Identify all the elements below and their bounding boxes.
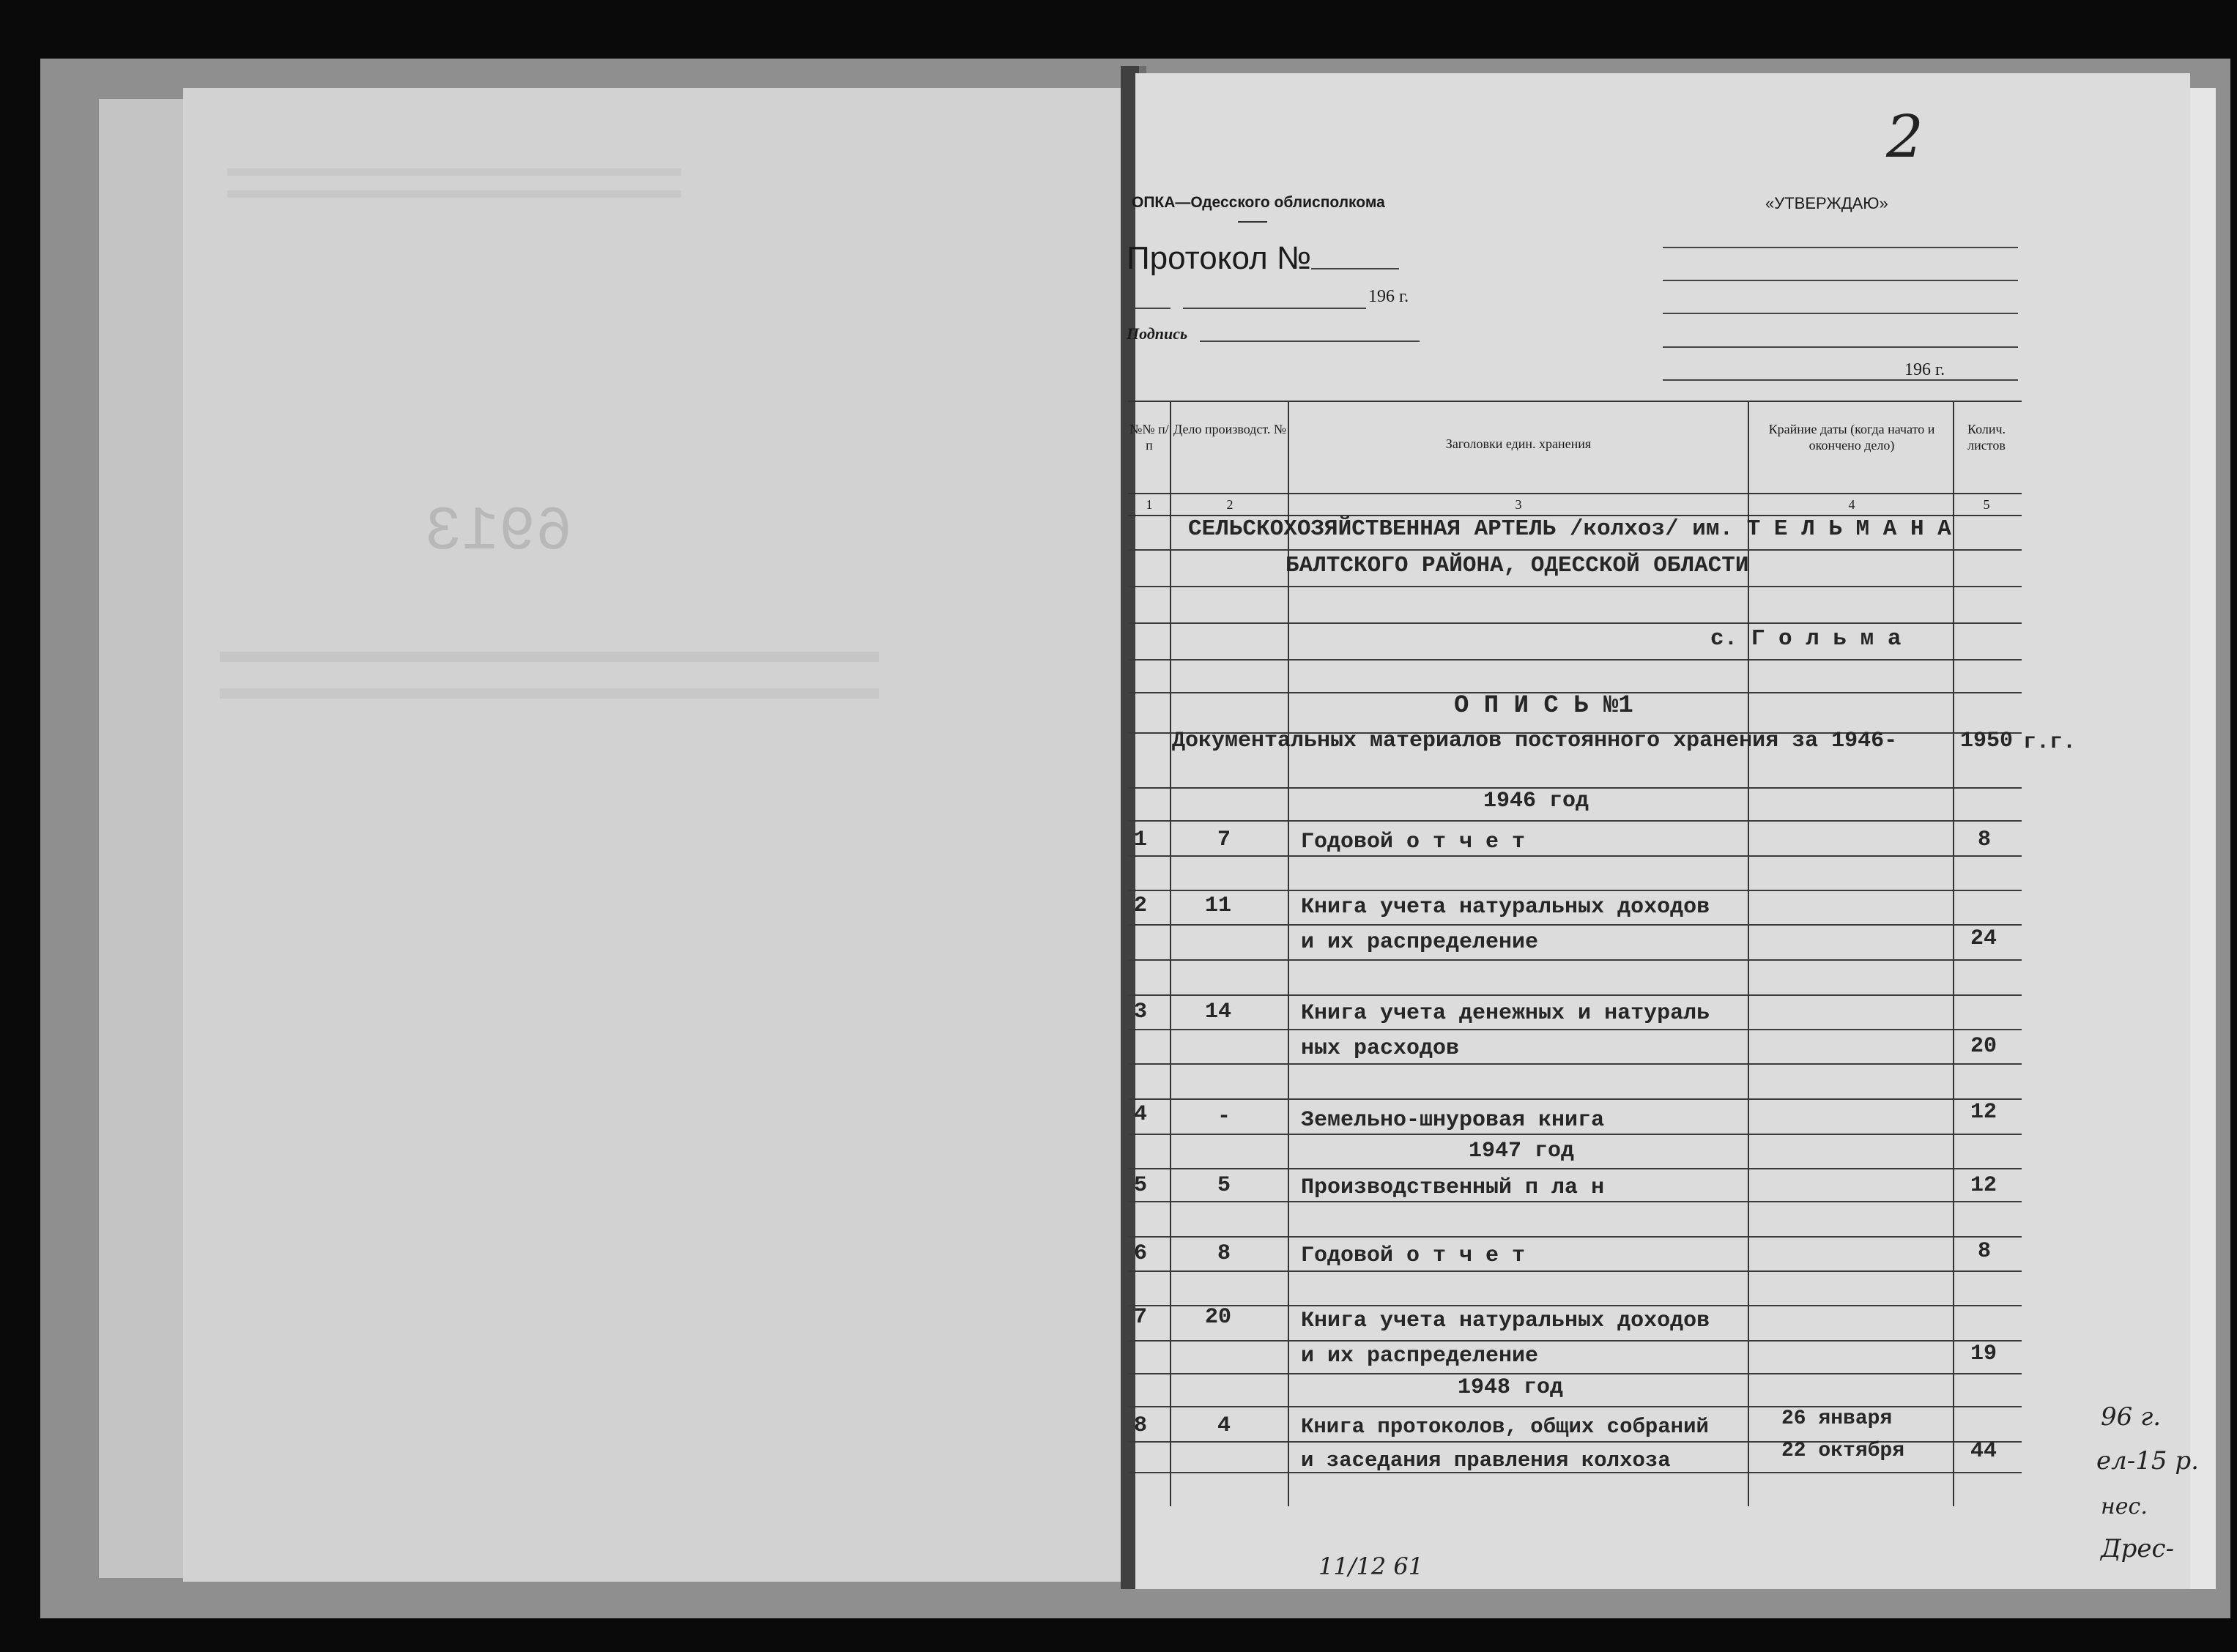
col-number-4: 4 (1848, 497, 1855, 512)
table-rule-line (1128, 1340, 2022, 1342)
row-number: 7 (1134, 1305, 1148, 1330)
year-heading-1948: 1948 год (1458, 1375, 1564, 1400)
table-rule-line (1128, 1270, 2022, 1272)
signature-label: Подпись (1127, 324, 1188, 343)
org-header: ОПКА—Одесского облисполкома (1132, 194, 1385, 211)
org-underline (1238, 221, 1267, 223)
table-rule-line (1128, 890, 2022, 891)
protocol-date-year: 196 г. (1368, 287, 1409, 306)
row-delo: 20 (1205, 1305, 1232, 1330)
right-page (1135, 73, 2190, 1589)
row-title-line: Производственный п ла н (1301, 1175, 1605, 1200)
row-delo: 14 (1205, 1000, 1232, 1024)
row-title-line: и их распределение (1301, 930, 1539, 955)
row-sheets: 8 (1978, 827, 1992, 852)
table-rule-line (1128, 1236, 2022, 1238)
row-title-line: Книга учета денежных и натураль (1301, 1001, 1710, 1026)
row-number: 3 (1134, 1000, 1148, 1024)
signature-line (1200, 341, 1420, 342)
date-month-line (1183, 308, 1366, 309)
table-rule-line (1128, 1305, 2022, 1306)
bleed-through-line (220, 688, 879, 699)
protocol-number-line (1311, 268, 1399, 269)
approve-header: «УТВЕРЖДАЮ» (1765, 194, 1888, 212)
col-number-3: 3 (1515, 497, 1522, 512)
row-sheets: 24 (1970, 926, 1997, 951)
bleed-through-line (220, 652, 879, 662)
table-rule-line (1128, 855, 2022, 857)
table-rule-line (1128, 1098, 2022, 1100)
row-delo: 11 (1205, 893, 1232, 918)
table-rule-line (1128, 586, 2022, 587)
opis-title: О П И С Ь №1 (1454, 692, 1633, 720)
year-end: 1950 (1960, 729, 2014, 754)
row-title-line: ных расходов (1301, 1036, 1460, 1061)
col-header-dates: Крайние даты (когда начато и окончено дело) (1768, 422, 1935, 453)
row-delo: - (1217, 1104, 1231, 1129)
approve-date-year: 196 г. (1904, 360, 1945, 379)
table-rule-line (1128, 1063, 2022, 1065)
table-rule-line (1128, 1373, 2022, 1374)
row-title-line: Книга протоколов, общих собраний (1301, 1415, 1709, 1439)
col-number-5: 5 (1983, 497, 1990, 512)
village-name: с. Г о л ь м а (1710, 626, 1902, 652)
col-header-number: №№ п/п (1129, 422, 1169, 453)
row-date-end: 22 октября (1781, 1440, 1905, 1462)
row-title-line: Годовой о т ч е т (1301, 1243, 1526, 1268)
bleed-through-line (227, 168, 681, 176)
row-number: 1 (1134, 827, 1148, 852)
left-page (183, 88, 1135, 1582)
approve-line (1663, 346, 2018, 348)
row-delo: 7 (1217, 827, 1231, 852)
table-rule-line (1128, 1168, 2022, 1169)
row-number: 6 (1134, 1241, 1148, 1266)
faded-mirror-number: 6913 (425, 498, 573, 568)
table-rule-line (1128, 1134, 2022, 1135)
row-sheets: 12 (1970, 1173, 1997, 1198)
row-delo: 8 (1217, 1241, 1231, 1266)
approve-date-day-line (1677, 379, 1714, 381)
row-title-line: и их распределение (1301, 1344, 1539, 1369)
row-sheets: 19 (1970, 1342, 1997, 1366)
col-header-delo: Дело производст. № (1173, 422, 1287, 436)
year-heading-1947: 1947 год (1469, 1139, 1575, 1164)
margin-note: нес. (2101, 1494, 2148, 1519)
doc-subtitle: Документальных материалов постоянного хранения за 1946- (1172, 729, 1898, 754)
year-heading-1946: 1946 год (1483, 789, 1589, 814)
approve-line (1663, 247, 2018, 248)
row-number: 8 (1134, 1413, 1148, 1438)
bottom-note: 11/12 61 (1318, 1552, 1424, 1580)
date-day-line (1134, 308, 1171, 309)
sheet-number: 2 (1886, 103, 1923, 171)
approve-line (1663, 280, 2018, 281)
row-title-line: Книга учета натуральных доходов (1301, 895, 1710, 920)
col-number-1: 1 (1146, 497, 1153, 512)
margin-note: ел-15 р. (2096, 1446, 2199, 1476)
table-rule-line (1128, 549, 2022, 551)
gg-suffix: г.г. (2023, 730, 2077, 755)
table-top-border (1128, 401, 2022, 402)
row-number: 4 (1134, 1102, 1148, 1127)
margin-note: 96 г. (2101, 1402, 2162, 1432)
row-title-line: Годовой о т ч е т (1301, 830, 1526, 855)
approve-date-month-line (1729, 379, 1904, 381)
table-rule-line (1128, 1201, 2022, 1202)
protocol-label: Протокол № (1127, 240, 1312, 276)
table-rule-line (1128, 820, 2022, 822)
margin-note: Дрес- (2101, 1534, 2175, 1563)
table-rule-line (1128, 924, 2022, 926)
row-date-start: 26 января (1781, 1407, 1893, 1430)
row-title-line: Земельно-шнуровая книга (1301, 1108, 1605, 1133)
col-header-sheets: Колич. листов (1967, 422, 2006, 453)
row-sheets: 12 (1970, 1100, 1997, 1125)
bleed-through-line (227, 190, 681, 198)
table-rule-line (1128, 994, 2022, 996)
table-rule-line (1128, 622, 2022, 624)
row-sheets: 20 (1970, 1034, 1997, 1059)
row-delo: 4 (1217, 1413, 1231, 1438)
col-number-2: 2 (1226, 497, 1233, 512)
table-rule-line (1128, 659, 2022, 661)
row-title-line: Книга учета натуральных доходов (1301, 1309, 1710, 1333)
table-rule-line (1128, 1029, 2022, 1030)
row-number: 2 (1134, 893, 1148, 918)
row-title-line: и заседания правления колхоза (1301, 1448, 1671, 1473)
row-delo: 5 (1217, 1173, 1231, 1198)
row-sheets: 8 (1978, 1239, 1992, 1264)
doc-title-line1: СЕЛЬСКОХОЗЯЙСТВЕННАЯ АРТЕЛЬ /колхоз/ им. Т Е Л Ь М А Н А (1188, 516, 1951, 542)
col-header-title: Заголовки един. хранения (1445, 436, 1592, 451)
row-number: 5 (1134, 1173, 1148, 1198)
table-rule-line (1128, 959, 2022, 961)
doc-title-line2: БАЛТСКОГО РАЙОНА, ОДЕССКОЙ ОБЛАСТИ (1286, 553, 1749, 578)
header-row-border (1128, 493, 2022, 494)
row-sheets: 44 (1970, 1439, 1997, 1464)
approve-line (1663, 313, 2018, 314)
